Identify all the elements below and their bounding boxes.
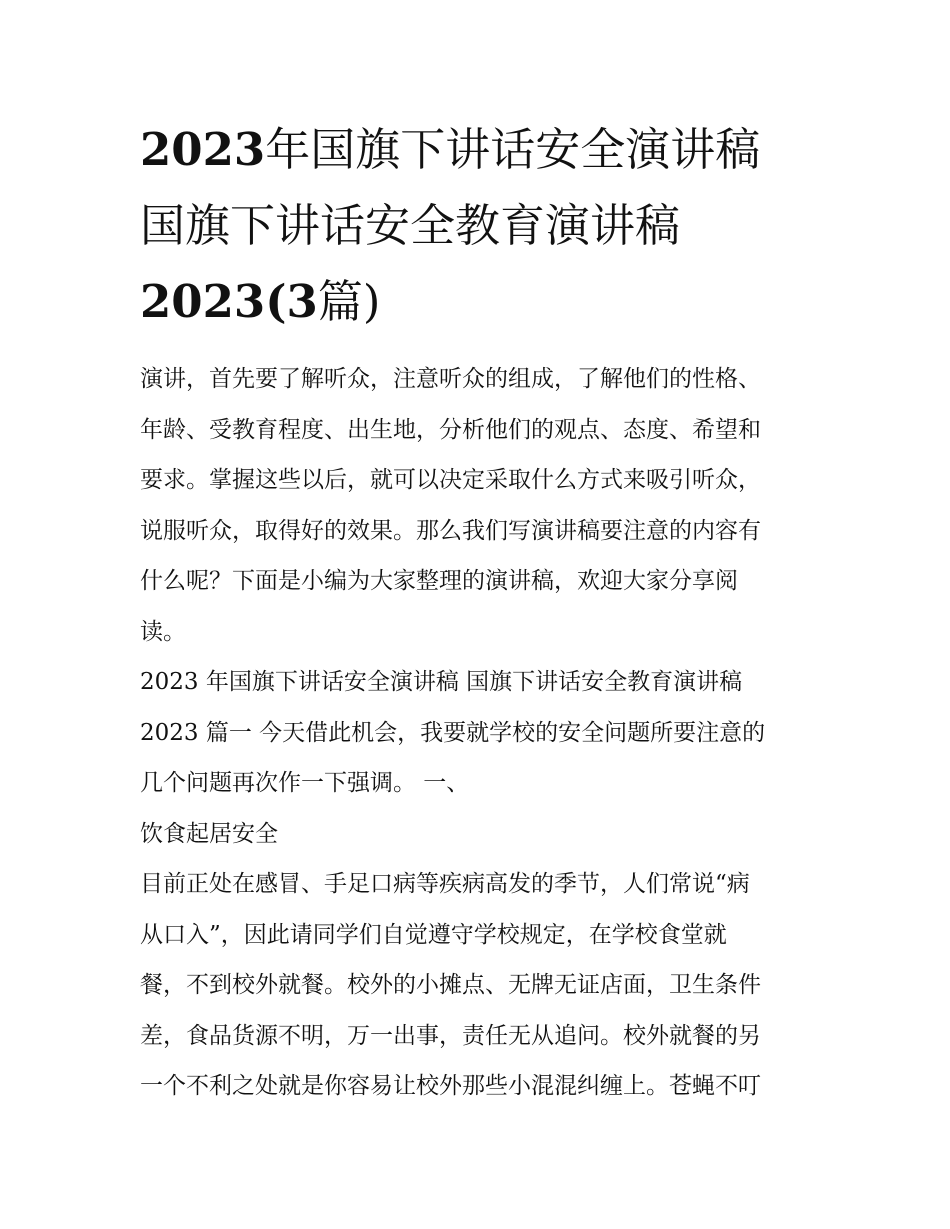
body-line: 目前正处在感冒、手足口病等疾病高发的季节，人们常说“病 [140,871,750,897]
title-line-1 [140,112,820,188]
body-line: 2023 年国旗下讲话安全演讲稿 国旗下讲话安全教育演讲稿 [140,669,743,695]
title-line-2-text: 国旗下讲话安全教育演讲稿 [140,199,681,252]
body-line: 餐，不到校外就餐。校外的小摊点、无牌无证店面，卫生条件 [140,972,761,998]
body-line: 读。 [140,618,186,645]
body-line: 年龄、受教育程度、出生地，分析他们的观点、态度、希望和 [140,416,761,443]
title-line-2 [140,188,820,264]
section-heading: 饮食起居安全 [140,820,278,847]
title-line-3-text: 篇) [317,275,381,328]
title-line-1-bold: 2023 [140,123,266,176]
title-line-3-bold: 2023(3 [140,275,318,328]
body-line: 差，食品货源不明，万一出事，责任无从追问。校外就餐的另 [140,1022,761,1049]
body-line: 什么呢？下面是小编为大家整理的演讲稿，欢迎大家分享阅 [140,568,738,594]
document-title [140,112,820,340]
body-line: 2023 篇一 今天借此机会，我要就学校的安全问题所要注意的 [140,719,766,746]
body-line: 几个问题再次作一下强调。 一、 [140,770,470,796]
title-line-3 [140,264,820,340]
document-body [140,354,820,1112]
body-line: 说服听众，取得好的效果。那么我们写演讲稿要注意的内容有 [140,517,761,544]
body-line: 从口入”，因此请同学们自觉遵守学校规定，在学校食堂就 [140,921,727,948]
body-line: 一个不利之处就是你容易让校外那些小混混纠缠上。苍蝇不叮 [140,1073,761,1099]
body-line: 演讲，首先要了解听众，注意听众的组成，了解他们的性格、 [140,366,761,392]
title-line-1-text: 年国旗下讲话安全演讲稿 [265,123,761,176]
document-content [140,112,820,1112]
body-line: 要求。掌握这些以后，就可以决定采取什么方式来吸引听众， [140,467,761,493]
